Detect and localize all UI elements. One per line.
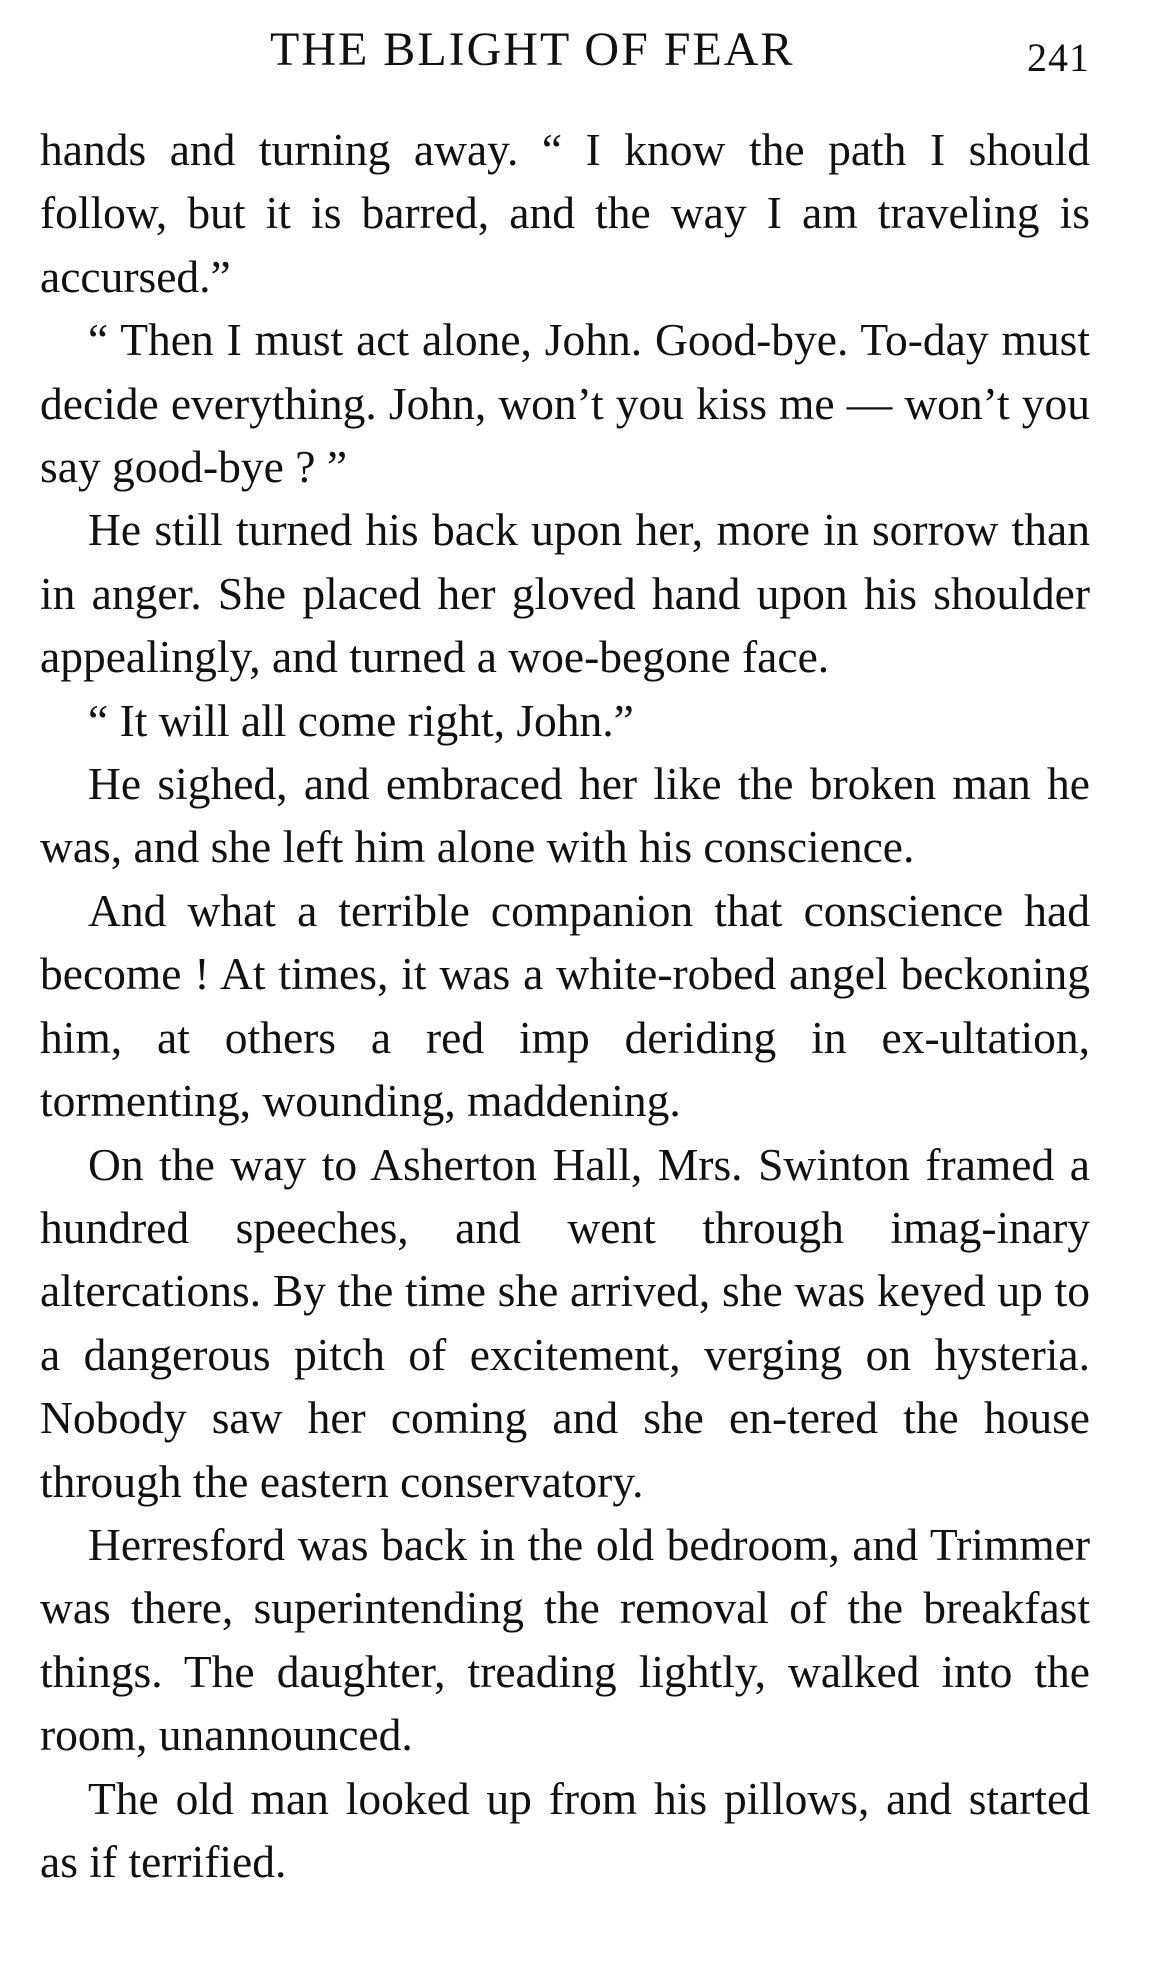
paragraph: “ Then I must act alone, John. Good-bye. To-day must decide everything. John, won’t you kiss me — won’t you say good-bye ? ” — [40, 314, 1090, 493]
running-title: THE BLIGHT OF FEAR — [270, 23, 795, 76]
paragraph: He still turned his back upon her, more in sorrow than in anger. She placed her gloved hand upon his shoulder appealingly, and turned a woe-begone face. — [40, 504, 1090, 683]
page-header — [40, 22, 1090, 82]
paragraph: And what a terrible companion that conscience had become ! At times, it was a white-robed angel beckoning him, at others a red imp deriding in ex-ultation, tormenting, wounding, maddening. — [40, 884, 1090, 1127]
page-number: 241 — [1027, 35, 1090, 80]
paragraph: He sighed, and embraced her like the broken man he was, and she left him alone with his conscience. — [40, 758, 1090, 873]
body-text — [40, 118, 1090, 1893]
paragraph: hands and turning away. “ I know the path I should follow, but it is barred, and the way I am traveling is accursed.” — [40, 124, 1090, 302]
paragraph: On the way to Asherton Hall, Mrs. Swinton framed a hundred speeches, and went through imag-inary altercations. By the time she arrived, she was keyed up to a dangerous pitch of excitement, verging on hysteria. Nobody saw her coming and she en-tered the house through the eastern conservatory. — [40, 1138, 1090, 1507]
paragraph: Herresford was back in the old bedroom, and Trimmer was there, superintending the removal of the breakfast things. The daughter, treading lightly, walked into the room, unannounced. — [40, 1518, 1090, 1761]
paragraph: The old man looked up from his pillows, and started as if terrified. — [40, 1772, 1090, 1887]
paragraph: “ It will all come right, John.” — [88, 694, 634, 746]
